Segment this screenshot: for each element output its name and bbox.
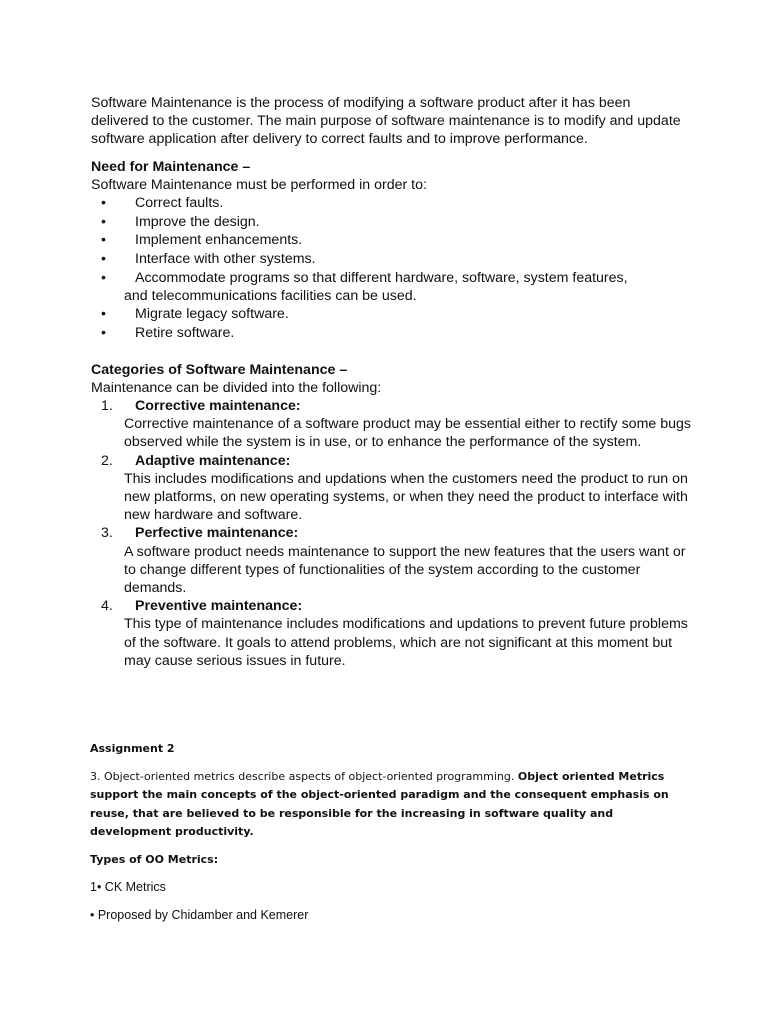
need-list [91,194,691,343]
category-body: This type of maintenance includes modifications and updations to prevent future problems of the software. It goals to attend problems, which are not significant at this moment but may cause serious issues in future. [124,616,688,669]
assignment-text-bold: Object oriented Metrics support the main concepts of the object-oriented paradigm and the consequent emphasis on reuse, that are believed to be responsible for the increasing in software quality and development productivity. [90,769,669,838]
maintenance-section [91,94,691,670]
category-title: Corrective maintenance: [135,397,301,414]
bullet-icon: • [101,195,106,212]
categories-list [91,397,691,670]
category-title: Perfective maintenance: [135,525,299,542]
category-item [91,524,691,597]
category-item [91,397,691,452]
assignment-text-plain: 3. Object-oriented metrics describe aspects of object-oriented programming. [90,769,518,783]
list-item [91,305,691,324]
list-item-text: Improve the design. [135,213,260,230]
categories-heading: Categories of Software Maintenance – [91,361,348,378]
need-lead: Software Maintenance must be performed in order to: [91,176,427,193]
list-item-text: Interface with other systems. [135,251,316,268]
intro-paragraph: Software Maintenance is the process of modifying a software product after it has been delivered to the customer. The main purpose of software maintenance is to modify and update software application after delivery to correct faults and to improve performance. [91,95,681,148]
category-body: This includes modifications and updations when the customers need the product to run on new platforms, on new operating systems, or when they need the product to interface with new hardware and software. [124,470,688,524]
list-item-text: Migrate legacy software. [135,306,289,323]
list-item [91,324,691,343]
category-number: 4. [101,598,113,615]
category-number: 1. [101,397,113,414]
bullet-icon: • [101,324,106,341]
list-item [91,269,691,305]
ck-metrics-item: 1• CK Metrics [90,880,166,894]
category-number: 3. [101,525,113,542]
list-item-continuation: and telecommunications facilities can be used. [124,287,417,304]
list-item [91,231,691,250]
category-title: Preventive maintenance: [135,598,303,615]
category-item [91,452,691,525]
list-item-text: Implement enhancements. [135,232,303,249]
list-item-text: Retire software. [135,324,235,341]
list-item [91,194,691,213]
assignment-title: Assignment 2 [90,742,175,755]
need-heading: Need for Maintenance – [91,158,251,175]
bullet-icon: • [101,213,106,230]
bullet-icon: • [101,232,106,249]
oo-metrics-heading: Types of OO Metrics: [90,852,219,866]
categories-lead: Maintenance can be divided into the following: [91,379,382,396]
proposed-by-item: • Proposed by Chidamber and Kemerer [90,907,309,922]
category-body: A software product needs maintenance to support the new features that the users want or to change different types of functionalities of the system according to the customer demands. [124,543,686,596]
list-item [91,250,691,269]
list-item-text: Accommodate programs so that different hardware, software, system features, [135,269,628,286]
assignment-section [90,740,690,924]
assignment-paragraph [90,768,690,842]
category-body: Corrective maintenance of a software product may be essential either to rectify some bugs observed while the system is in use, or to enhance the performance of the system. [124,416,691,451]
bullet-icon: • [101,306,106,323]
bullet-icon: • [101,269,106,286]
list-item [91,213,691,232]
bullet-icon: • [101,251,106,268]
category-item [91,597,691,670]
category-number: 2. [101,452,113,469]
list-item-text: Correct faults. [135,195,224,212]
category-title: Adaptive maintenance: [135,452,291,469]
